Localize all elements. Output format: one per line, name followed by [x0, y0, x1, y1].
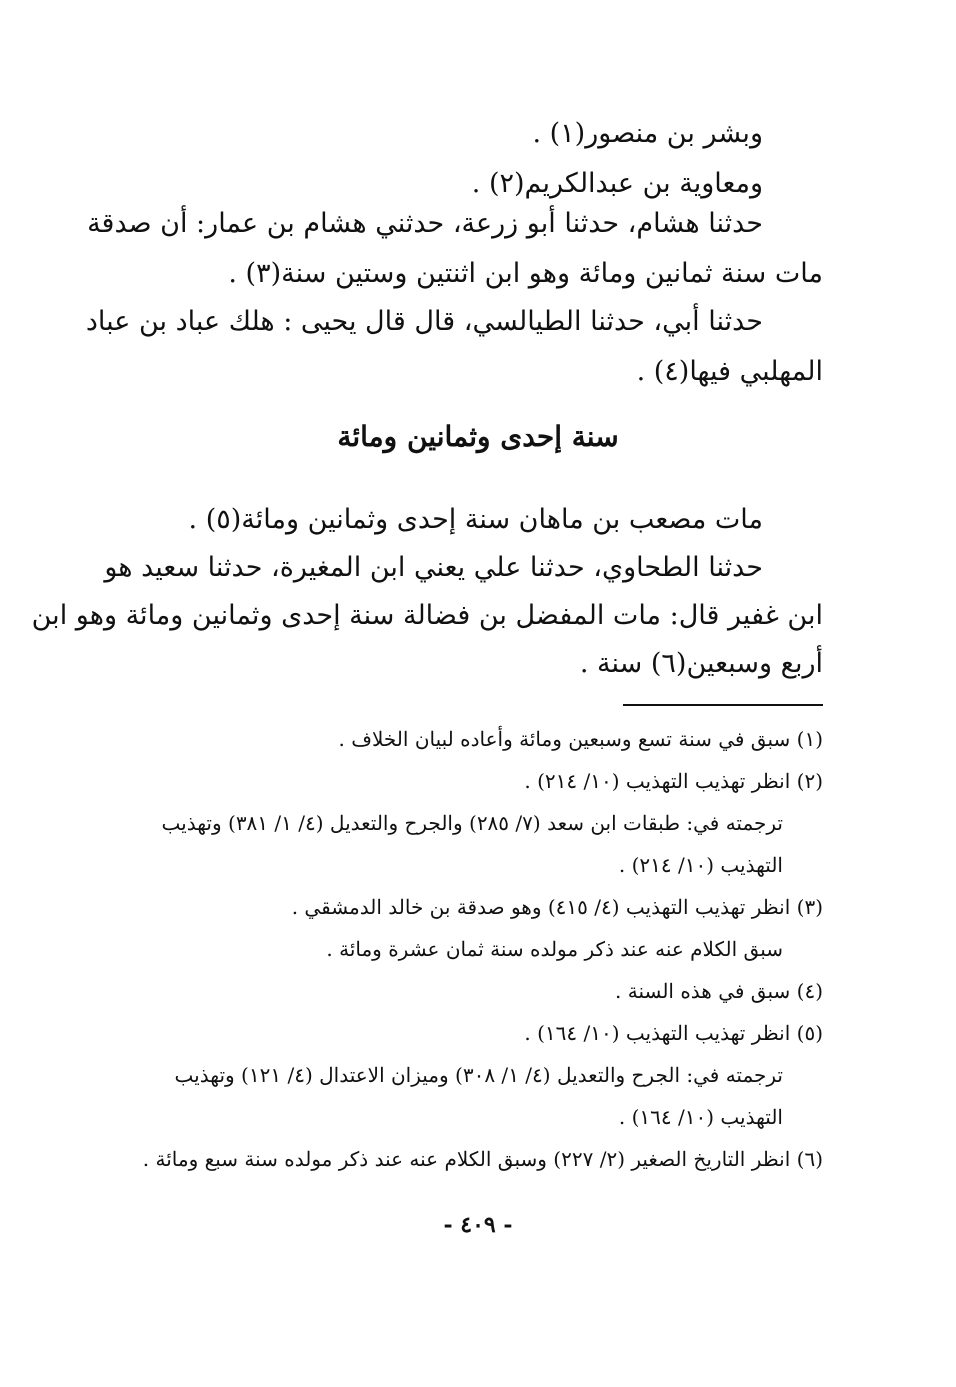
footnote-line: (٣) انظر تهذيب التهذيب (٤/ ٤١٥) وهو صدقة بن خالد الدمشقي .	[291, 895, 823, 919]
text-line: حدثنا أبي، حدثنا الطيالسي، قال قال يحيى : هلك عباد بن عباد	[85, 306, 763, 337]
text-line: حدثنا الطحاوي، حدثنا علي يعني ابن المغيرة، حدثنا سعيد هو	[104, 552, 763, 583]
footnote-line: ترجمته في: الجرح والتعديل (٤/ ١/ ٣٠٨) وميزان الاعتدال (٤/ ١٢١) وتهذيب	[174, 1063, 783, 1087]
text-line: حدثنا هشام، حدثنا أبو زرعة، حدثني هشام بن عمار: أن صدقة	[87, 208, 763, 239]
footnote-line: سبق الكلام عنه عند ذكر مولده سنة ثمان عشرة ومائة .	[326, 937, 783, 961]
footnote-line: (٢) انظر تهذيب التهذيب (١٠/ ٢١٤) .	[524, 769, 823, 793]
footnote-line: (٥) انظر تهذيب التهذيب (١٠/ ١٦٤) .	[524, 1021, 823, 1045]
page-number: - ٤٠٩ -	[443, 1212, 513, 1238]
text-line: مات سنة ثمانين ومائة وهو ابن اثنتين وستين سنة(٣) .	[228, 258, 823, 289]
footnote-line: التهذيب (١٠/ ٢١٤) .	[618, 853, 783, 877]
footnote-line: (٤) سبق في هذه السنة .	[615, 979, 823, 1003]
footnote-line: (١) سبق في سنة تسع وسبعين ومائة وأعاده لبيان الخلاف .	[338, 727, 823, 751]
text-line: مات مصعب بن ماهان سنة إحدى وثمانين ومائة(٥) .	[188, 504, 763, 535]
footnote-separator	[623, 704, 823, 706]
text-line: وبشر بن منصور(١) .	[532, 118, 763, 149]
text-line: ابن غفير قال: مات المفضل بن فضالة سنة إحدى وثمانين ومائة وهو ابن	[31, 600, 823, 631]
footnote-line: التهذيب (١٠/ ١٦٤) .	[618, 1105, 783, 1129]
footnote-line: ترجمته في: طبقات ابن سعد (٧/ ٢٨٥) والجرح والتعديل (٤/ ١/ ٣٨١) وتهذيب	[161, 811, 783, 835]
chapter-heading: سنة إحدى وثمانين ومائة	[337, 420, 619, 453]
footnote-line: (٦) انظر التاريخ الصغير (٢/ ٢٢٧) وسبق الكلام عنه عند ذكر مولده سنة سبع ومائة .	[142, 1147, 823, 1171]
text-line: أربع وسبعين(٦) سنة .	[579, 648, 823, 679]
text-line: ومعاوية بن عبدالكريم(٢) .	[471, 168, 763, 199]
text-line: المهلبي فيها(٤) .	[636, 356, 823, 387]
